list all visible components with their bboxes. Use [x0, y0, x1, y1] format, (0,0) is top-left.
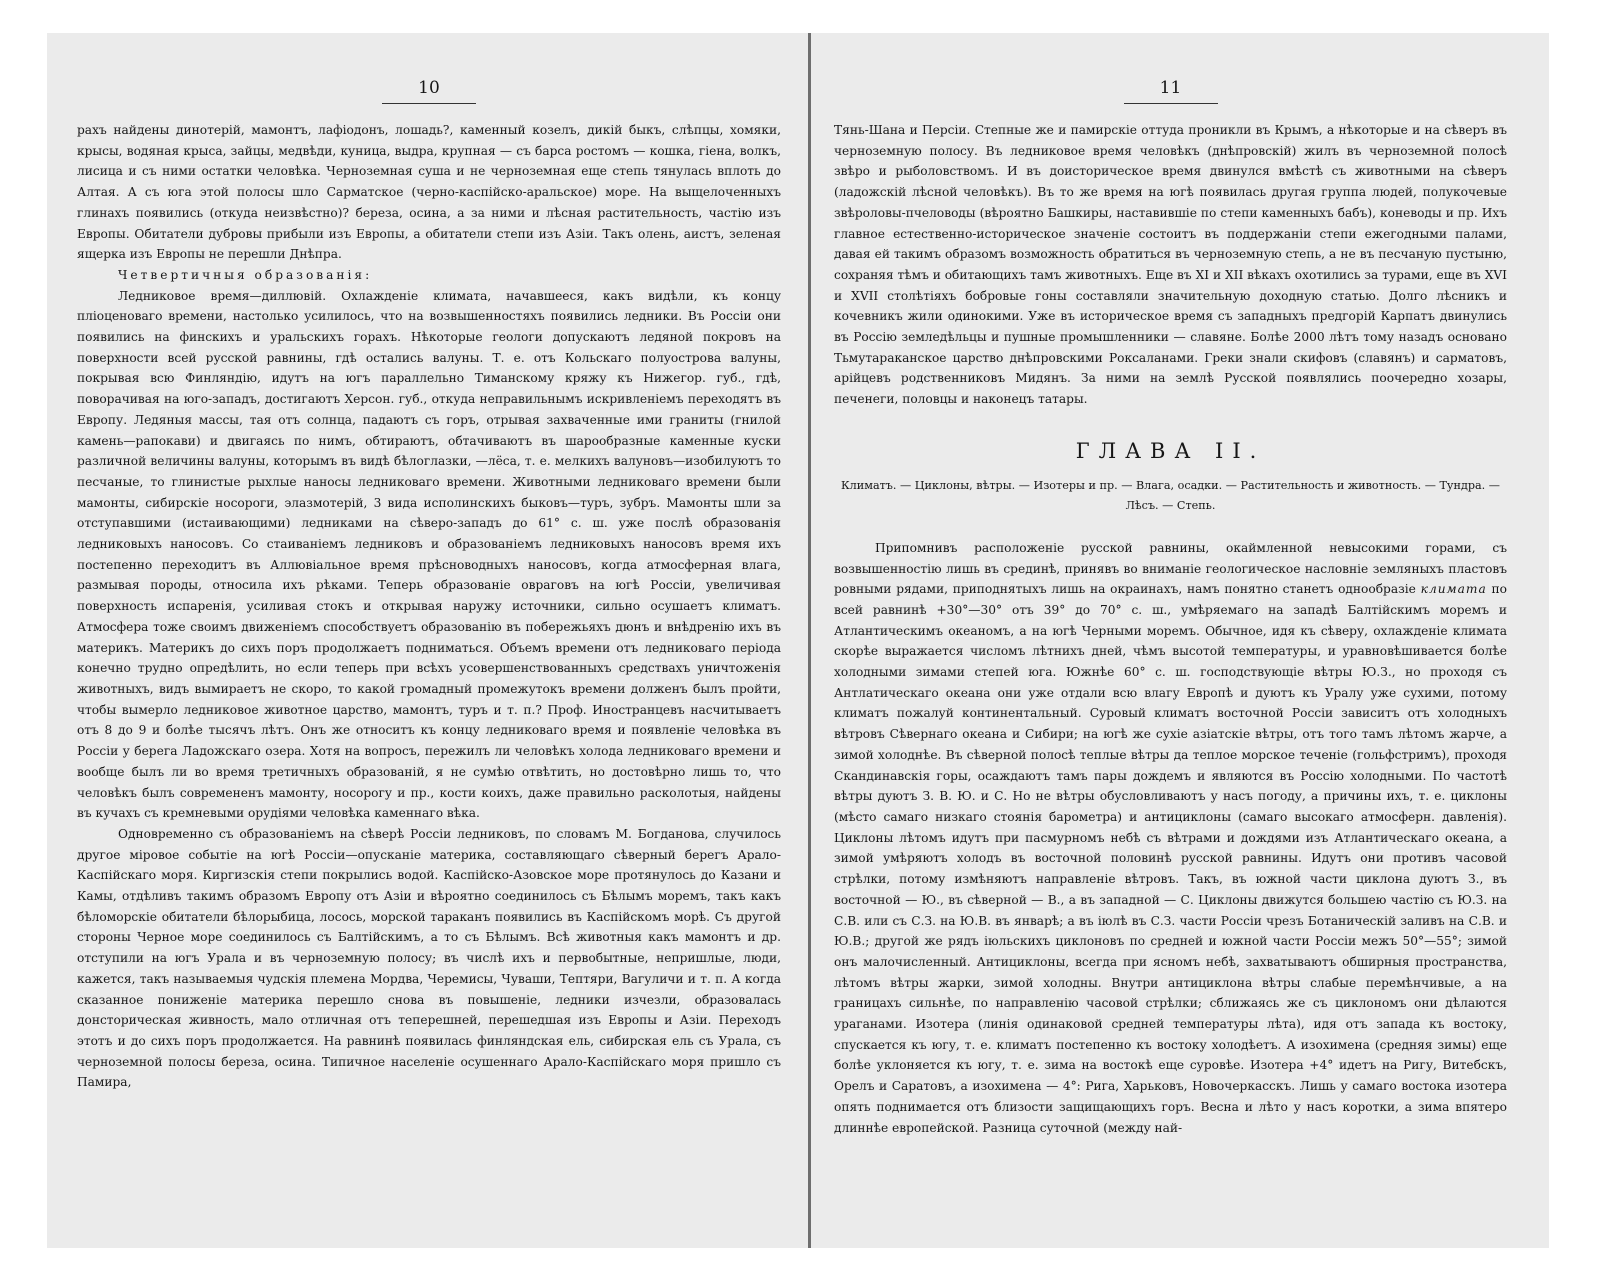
emphasized-word: климата: [1420, 582, 1487, 597]
paragraph: Одновременно съ образованіемъ на сѣверѣ Россіи ледниковъ, по словамъ М. Богданова, случилось другое міровое событіе на югѣ Россіи—опусканіе материка, составляющаго сѣверный берегъ Арало-Каспійскаго моря. Киргизскія степи покрылись водой. Каспійско-Азовское море протянулось до Казани и Камы, отдѣливъ такимъ образомъ Европу отъ Азіи и вѣроятно соединилось съ Бѣлымъ моремъ, такъ какъ бѣломорскіе обитатели бѣлорыбица, лосось, морской тараканъ появились въ Каспійскомъ морѣ. Съ другой стороны Черное море соединилось съ Балтійскимъ, а то съ Бѣлымъ. Всѣ животныя какъ мамонтъ и др. отступили на югъ Урала и въ черноземную полосу; въ числѣ ихъ и первобытные, непришлые, люди, кажется, такъ называемыя чудскія племена Мордва, Черемисы, Чуваши, Тептяри, Вагуличи и т. п. А когда сказанное пониженіе материка перешло снова въ повышеніе, ледники изчезли, образовалась донсторическая живность, мало отличная отъ теперешней, перешедшая изъ Европы и Азіи. Переходъ этотъ и до сихъ поръ продолжается. На равнинѣ появилась финляндская ель, сибирская ель съ Урала, съ черноземной полосы береза, осина. Типичное населеніе осушеннаго Арало-Каспійскаго моря пришло съ Памира,: [77, 826, 781, 1090]
paragraph: Ледниковое время—диллювій. Охлажденіе климата, начавшееся, какъ видѣли, къ концу пліоценоваго времени, настолько усилилось, что на возвышенностяхъ появились ледники. Въ Россіи они появились на финскихъ и уральскихъ горахъ. Нѣкоторые геологи допускаютъ ледяной покровъ на поверхности всей русской равнины, гдѣ остались валуны. Т. е. отъ Кольскаго полуострова валуны, покрывая всю Финляндію, идутъ на югъ параллельно Тиманскому кряжу къ Нижегор. губ., гдѣ, поворачивая на юго-западъ, достигаютъ Херсон. губ., откуда неправильнымъ искривленіемъ переходятъ въ Европу. Ледяныя массы, тая отъ солнца, падаютъ съ горъ, отрывая захваченные ими граниты (гнилой камень—рапокави) и двигаясь по нимъ, обтираютъ, обтачиваютъ въ шарообразные каменные куски различной величины валуны, которымъ въ видѣ бѣлоглазки, —лёса, т. е. мелкихъ валуновъ—изобилуютъ то песчаные, то глинистые рыхлые наносы ледниковаго времени. Животными ледниковаго времени были мамонты, сибирскіе носороги, элазмотерій, 3 вида исполинскихъ быковъ—туръ, зубръ. Мамонты шли за отступавшими (истаивающими) ледниками на сѣверо-западъ до 61° с. ш. уже послѣ образованія ледниковыхъ наносовъ. Со стаиваніемъ ледниковъ и образованіемъ ледниковыхъ наносовъ время ихъ постепенно переходитъ въ Аллювіальное время прѣсноводныхъ наносовъ, когда атмосферная влага, размывая породы, относила ихъ рѣками. Теперь образованіе овраговъ на югѣ Россіи, увеличивая поверхность испаренія, усиливая стокъ и открывая наружу источники, сильно осушаетъ климатъ. Атмосфера тоже своимъ движеніемъ способствуетъ образованію въ побережьяхъ дюнъ и внѣдренію ихъ въ материкъ. Материкъ до сихъ поръ продолжаетъ подниматься. Объемъ времени отъ ледниковаго періода конечно трудно опредѣлить, но если теперь при всѣхъ усовершенствованныхъ средствахъ уничтоженія животныхъ, видъ вымираетъ не скоро, то какой громадный промежутокъ времени долженъ былъ пройти, чтобы вымерло ледниковое животное царство, мамонтъ, туръ и т. п.? Проф. Иностранцевъ насчитываетъ отъ 8 до 9 и болѣе тысячъ лѣтъ. Онъ же относитъ къ концу ледниковаго время и появленіе человѣка въ Россіи у берега Ладожскаго озера. Хотя на вопросъ, пережилъ ли человѣкъ холода ледниковаго времени и вообще былъ ли во время третичныхъ образованій, я не сумѣю отвѣтить, но достовѣрно лишь то, что человѣкъ былъ современенъ мамонту, носорогу и пр., кости коихъ, даже правильно расколотыя, найдены въ кучахъ съ кремневыми орудіями человѣка каменнаго вѣка.: [77, 288, 781, 821]
book-spine-gutter: [808, 33, 811, 1248]
chapter-title: ГЛАВА II.: [1075, 438, 1266, 463]
section-heading-quaternary: Четвертичныя образованія:: [118, 267, 373, 282]
right-page-text: [834, 120, 1507, 1138]
chapter-summary: Климатъ. — Циклоны, вѣтры. — Изотеры и пр. — Влага, осадки. — Растительность и животность. — Тундра. — Лѣсъ. — Степь.: [841, 478, 1500, 512]
paragraph: [834, 538, 1507, 1138]
page-number-rule: [382, 103, 476, 104]
page-number-left: 10: [418, 78, 440, 98]
right-page: [834, 33, 1507, 1248]
page-number-rule: [1124, 103, 1218, 104]
left-page: [77, 33, 781, 1248]
paragraph-text: Припомнивъ расположеніе русской равнины, окаймленной невысокими горами, съ возвышенностію лишь въ срединѣ, принявъ во вниманіе геологическое насловніе земляныхъ пластовъ ровными рядами, приподнятыхъ лишь на окраинахъ, намъ понятно станетъ однообразіе: [834, 540, 1507, 597]
left-page-text: [77, 120, 781, 1093]
page-number-right: 11: [1159, 78, 1182, 98]
paragraph: Тянь-Шана и Персіи. Степные же и памирскіе оттуда проникли въ Крымъ, а нѣкоторые и на сѣверъ въ черноземную полосу. Въ ледниковое время человѣкъ (днѣпровскій) жилъ въ черноземной полосѣ звѣро и рыболовствомъ. И въ доисторическое время двинулся вмѣстѣ съ животными на сѣверъ (ладожскій лѣсной человѣкъ). Въ то же время на югѣ появилась другая группа людей, полукочевые звѣроловы-пчеловоды (вѣроятно Башкиры, наставившіе по степи каменныхъ бабъ), коневоды и пр. Ихъ главное естественно-историческое значеніе состоитъ въ поддержаніи степи ежегодными палами, давая ей такимъ образомъ возможность обратиться въ черноземную степь, а не въ песчаную пустыню, сохраняя тѣмъ и обитающихъ тамъ животныхъ. Еще въ XI и XII вѣкахъ охотились за турами, еще въ XVI и XVII столѣтіяхъ бобровые гоны составляли значительную доходную статью. Долго лѣсникъ и кочевникъ жили одинокими. Уже въ историческое время съ западныхъ предгорій Карпатъ двинулись въ Россію земледѣльцы и пушные промышленники — славяне. Болѣе 2000 лѣтъ тому назадъ основано Тьмутараканское царство днѣпровскими Роксаланами. Греки знали скифовъ (славянъ) и сарматовъ, арійцевъ родственниковъ Мидянъ. За ними на землѣ Русской появлялись поочередно хозары, печенеги, половцы и наконецъ татары.: [834, 123, 1507, 407]
paragraph: рахъ найдены динотерій, мамонтъ, лафіодонъ, лошадь?, каменный козелъ, дикій быкъ, слѣпцы, хомяки, крысы, водяная крыса, зайцы, медвѣди, куница, выдра, крупная — съ барса ростомъ — кошка, гіена, волкъ, лисица и съ ними остатки человѣка. Черноземная суша и не черноземная еще степь тянулась вплоть до Алтая. А съ юга этой полосы шло Сарматское (черно-каспійско-аральское) море. На выщелоченныхъ глинахъ появились (откуда неизвѣстно)? береза, осина, а за ними и лѣсная растительность, частію изъ Европы. Обитатели дубровы прибыли изъ Европы, а обитатели степи изъ Азіи. Такъ олень, аистъ, зеленая ящерка изъ Европы не перешли Днѣпра.: [77, 123, 781, 262]
paragraph-text: по всей равнинѣ +30°—30° отъ 39° до 70° с. ш., умѣряемаго на западѣ Балтійскимъ моремъ и Атлантическимъ океаномъ, а на югѣ Черными моремъ. Обычное, идя къ сѣверу, охлажденіе климата скорѣе выражается числомъ лѣтнихъ дней, чѣмъ высотой температуры, и уравновѣшивается болѣе холодными зимами степей юга. Южнѣе 60° с. ш. господствующіе вѣтры Ю.З., но проходя съ Антлатическаго океана они уже отдали всю влагу Европѣ и дуютъ къ Уралу уже сухими, потому климатъ пожалуй континентальный. Суровый климатъ восточной Россіи зависитъ отъ холодныхъ вѣтровъ Сѣвернаго океана и Сибири; на югѣ же сухіе азіатскіе вѣтры, отъ того тамъ лѣтомъ жарче, а зимой холоднѣе. Въ сѣверной полосѣ теплые вѣтры да теплое морское теченіе (гольфстримъ), проходя Скандинавскія горы, осаждаютъ тамъ пары дождемъ и являются въ Россію холодными. По частотѣ вѣтры дуютъ З. В. Ю. и С. Но не вѣтры обусловливаютъ у насъ погоду, а причины ихъ, т. е. циклоны (мѣсто самаго низкаго стоянія барометра) и антициклоны (самаго высокаго атмосферн. давленія). Циклоны лѣтомъ идутъ при пасмурномъ небѣ съ вѣтрами и дождями изъ Атлантическаго океана, а зимой умѣряютъ холодъ въ восточной половинѣ русской равнины. Идутъ они противъ часовой стрѣлки, потому измѣняютъ направленіе вѣтровъ. Такъ, въ южной части циклона дуютъ З., въ восточной — Ю., въ сѣверной — В., а въ западной — С. Циклоны движутся большею частію съ Ю.З. на С.В. или съ С.З. на Ю.В. въ январѣ; а въ іюлѣ въ С.З. части Россіи чрезъ Ботаническій заливъ на С.В. и Ю.В.; другой же рядъ іюльскихъ циклоновъ по средней и южной части Россіи межъ 50°—55°; зимой онъ малочисленный. Антициклоны, всегда при ясномъ небѣ, захватываютъ обширныя пространства, лѣтомъ вѣтры жарки, зимой холодны. Внутри антициклона вѣтры слабые перемѣнчивые, а на границахъ сильнѣе, по направленію часовой стрѣлки; сближаясь же съ циклономъ они дѣлаются ураганами. Изотера (линія одинаковой средней температуры лѣта), идя отъ запада къ востоку, спускается къ югу, т. е. климатъ постепенно къ востоку холодѣетъ. А изохимена (средняя зимы) еще болѣе уклоняется къ югу, т. е. зима на востокѣ еще суровѣе. Изотера +4° идетъ на Ригу, Витебскъ, Орелъ и Саратовъ, а изохимена — 4°: Рига, Харьковъ, Новочеркасскъ. Лишь у самаго востока изотера опять поднимается отъ близости защищающихъ горъ. Весна и лѣто у насъ коротки, а зима впятеро длиннѣе европейской. Разница суточной (между най-: [834, 582, 1507, 1135]
